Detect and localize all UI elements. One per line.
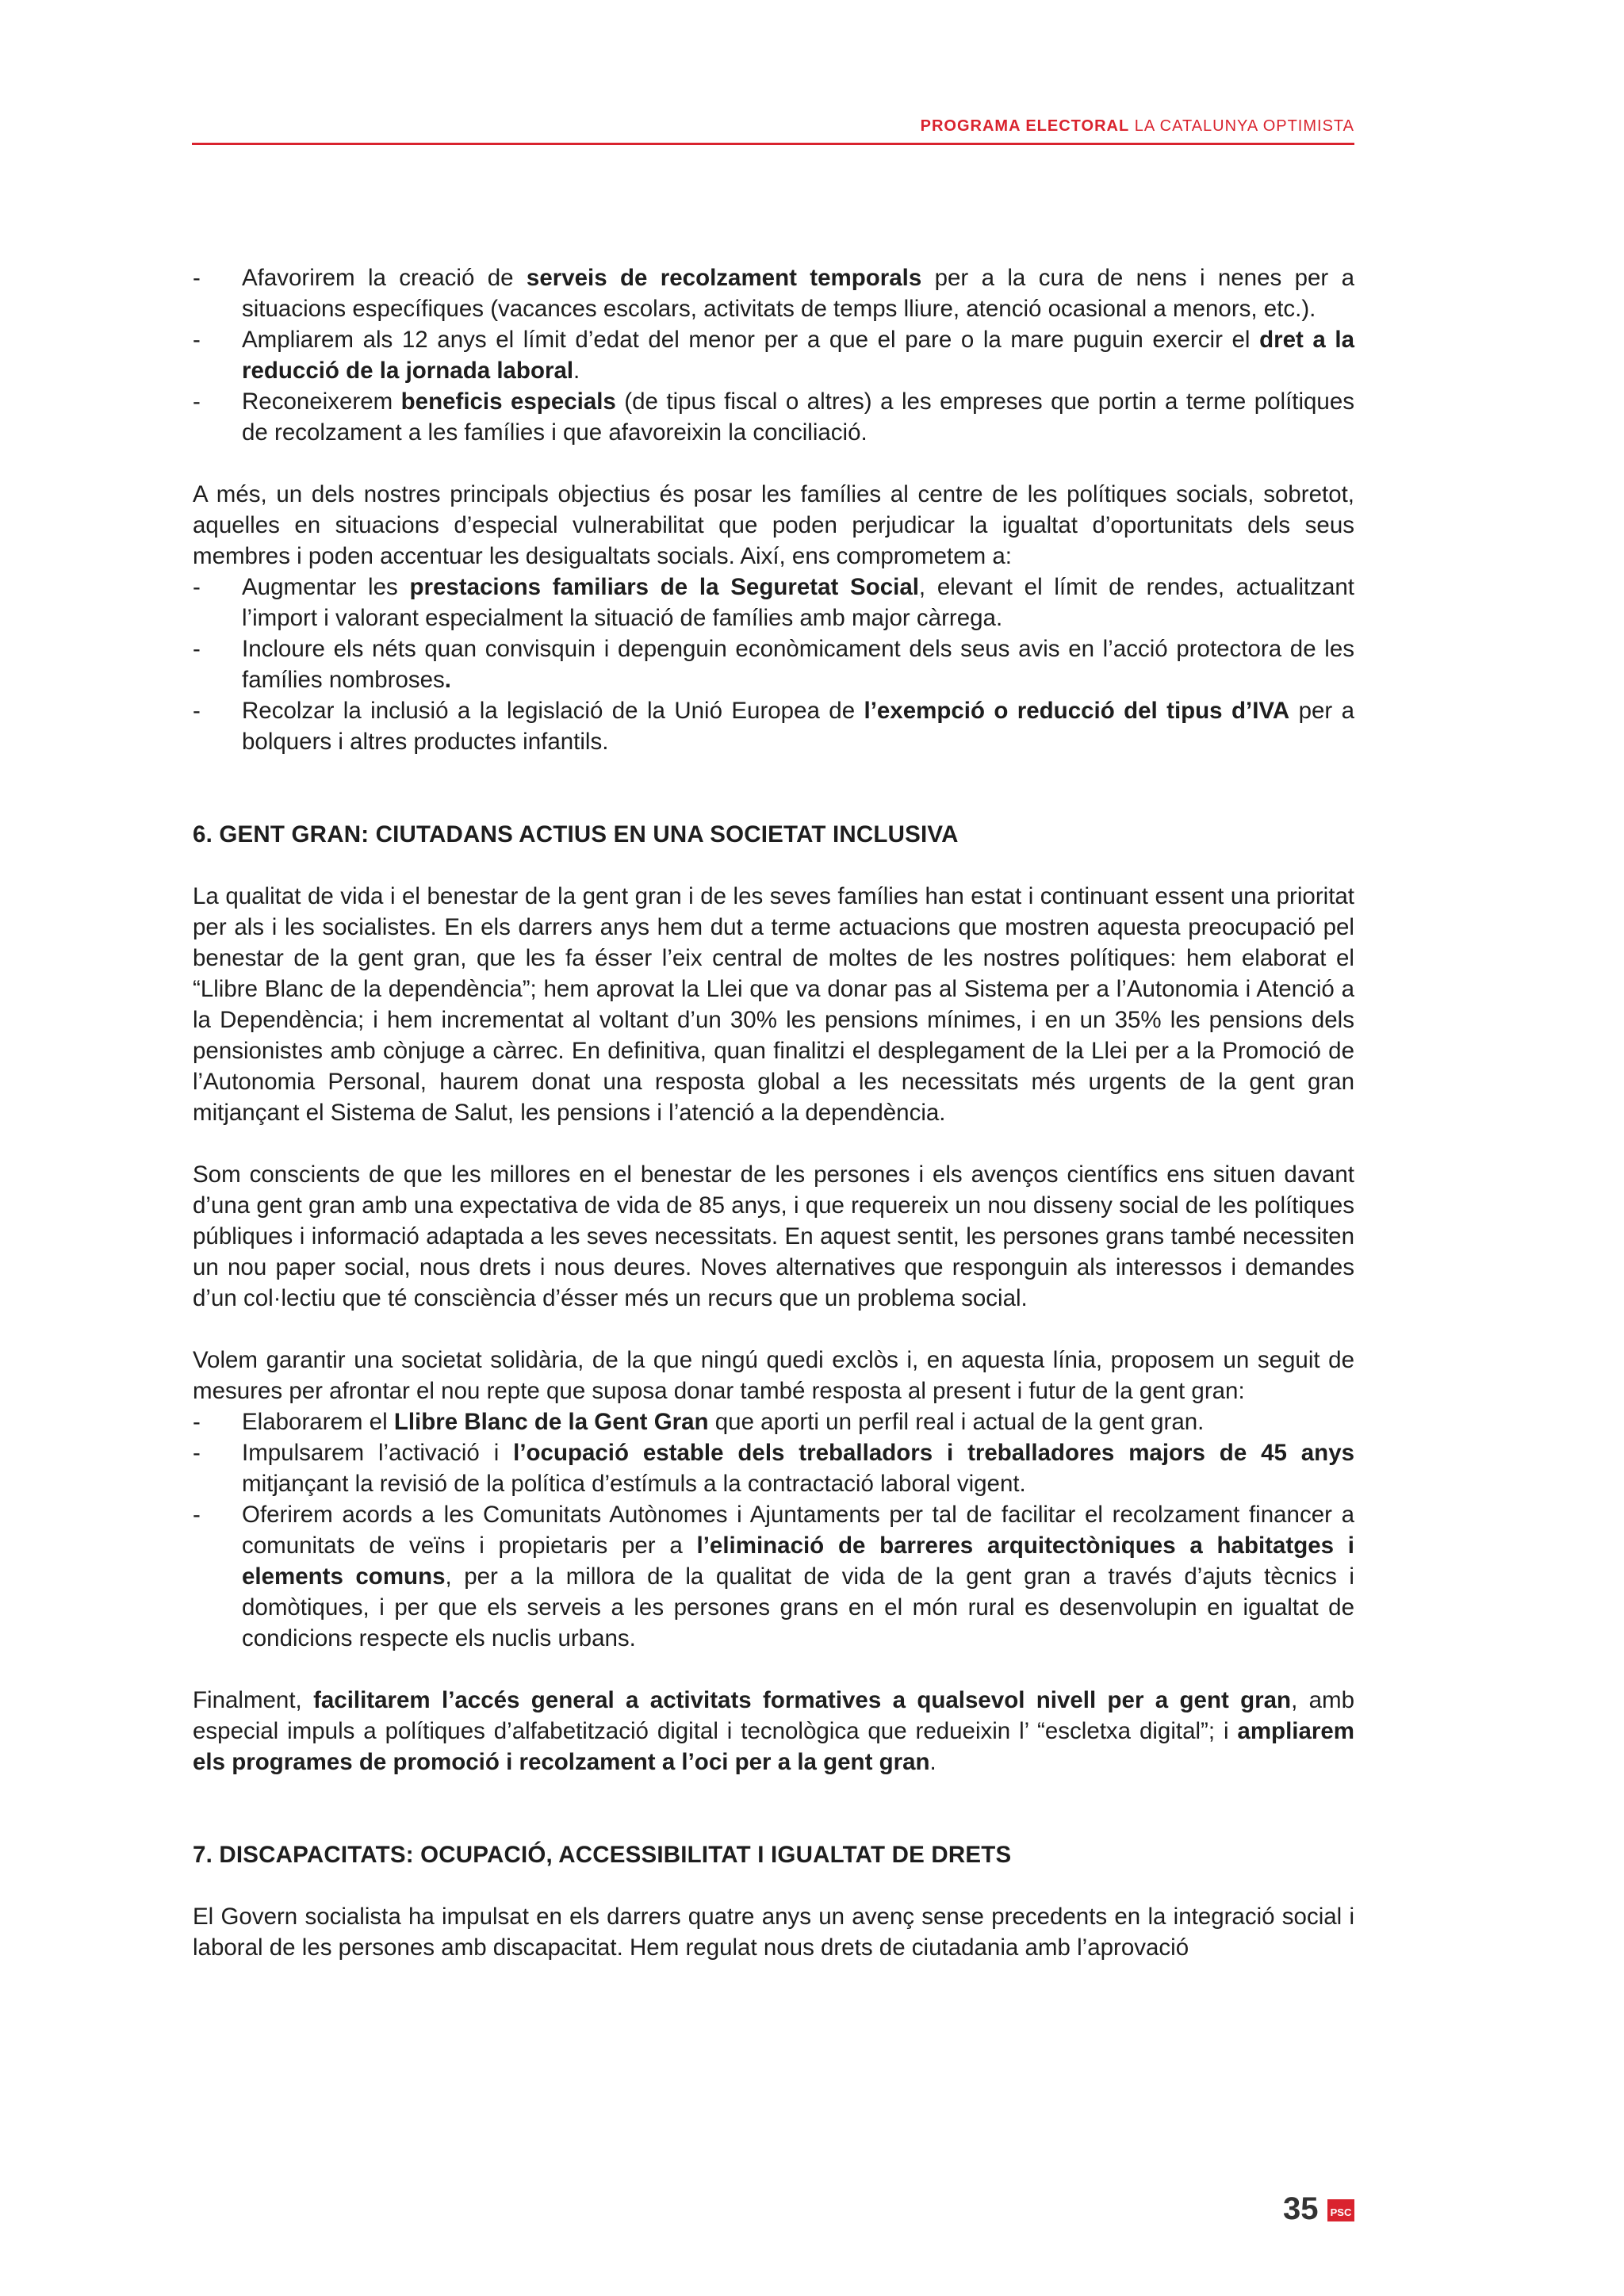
list-item: - Recolzar la inclusió a la legislació de la Unió Europea de l’exempció o reducció del tipus d’IVA per a bolquers i altres productes infantils. xyxy=(193,695,1354,757)
psc-logo: PSC xyxy=(1327,2199,1354,2221)
list-item: - Afavorirem la creació de serveis de recolzament temporals per a la cura de nens i nenes per a situacions específiques (vacances escolars, activitats de temps lliure, atenció ocasional a menors, etc.). xyxy=(193,262,1354,324)
commitments-list xyxy=(193,572,1354,757)
header-rest: LA CATALUNYA OPTIMISTA xyxy=(1134,117,1354,135)
list-item: - Impulsarem l’activació i l’ocupació estable dels treballadors i treballadores majors de 45 anys mitjançant la revisió de la política d’estímuls a la contractació laboral vigent. xyxy=(193,1437,1354,1499)
list-item: - Elaborarem el Llibre Blanc de la Gent Gran que aporti un perfil real i actual de la gent gran. xyxy=(193,1406,1354,1437)
header-rule xyxy=(192,143,1354,145)
paragraph: Finalment, facilitarem l’accés general a activitats formatives a qualsevol nivell per a gent gran, amb especial impuls a polítiques d’alfabetització digital i tecnològica que redueixin l’ “escletxa digital”; i ampliarem els programes de promoció i recolzament a l’oci per a la gent gran. xyxy=(193,1687,1355,1775)
list-item: - Reconeixerem beneficis especials (de tipus fiscal o altres) a les empreses que portin a terme polítiques de recolzament a les famílies i que afavoreixin la conciliació. xyxy=(193,386,1354,448)
paragraph: El Govern socialista ha impulsat en els darrers quatre anys un avenç sense precedents en la integració social i laboral de les persones amb discapacitat. Hem regulat nous drets de ciutadania amb l’aprovació xyxy=(193,1904,1354,1961)
elderly-measures-list xyxy=(193,1406,1354,1654)
page-number: 35 xyxy=(1283,2191,1319,2226)
page-body xyxy=(193,262,1354,1963)
list-item: - Oferirem acords a les Comunitats Autònomes i Ajuntaments per tal de facilitar el recolzament financer a comunitats de veïns i propietaris per a l’eliminació de barreres arquitectòniques a habitatges i elements comuns, per a la millora de la qualitat de vida de la gent gran a través d’ajuts tècnics i domòtiques, i per que els serveis a les persones grans en el món rural es desenvolupin en igualtat de condicions respecte els nuclis urbans. xyxy=(193,1499,1354,1654)
section-7-heading: 7. DISCAPACITATS: OCUPACIÓ, ACCESSIBILITAT I IGUALTAT DE DRETS xyxy=(193,1842,1012,1868)
paragraph: Volem garantir una societat solidària, de la que ningú quedi exclòs i, en aquesta línia, proposem un seguit de mesures per afrontar el nou repte que suposa donar també resposta al present i futur de la gent gran: xyxy=(193,1347,1354,1404)
paragraph: La qualitat de vida i el benestar de la gent gran i de les seves famílies han estat i continuant essent una prioritat per als i les socialistes. En els darrers anys hem dut a terme actuacions que mostren aquesta preocupació pel benestar de la gent gran, que les fa ésser l’eix central de moltes de les nostres polítiques: hem elaborat el “Llibre Blanc de la dependència”; hem aprovat la Llei que va donar pas al Sistema per a l’Autonomia i Atenció a la Dependència; i hem incrementat al voltant d’un 30% les pensions mínimes, i en un 35% les pensions dels pensionistes amb cònjuge a càrrec. En definitiva, quan finalitzi el desplegament de la Llei per a la Promoció de l’Autonomia Personal, haurem donat una resposta global a les necessitats més urgents de la gent gran mitjançant el Sistema de Salut, les pensions i l’atenció a la dependència. xyxy=(193,883,1354,1126)
list-item: - Augmentar les prestacions familiars de la Seguretat Social, elevant el límit de rendes, actualitzant l’import i valorant especialment la situació de famílies amb major càrrega. xyxy=(193,572,1354,633)
paragraph: Som conscients de que les millores en el benestar de les persones i els avenços científics ens situen davant d’una gent gran amb una expectativa de vida de 85 anys, i que requereix un nou disseny social de les polítiques públiques i informació adaptada a les seves necessitats. En aquest sentit, les persones grans també necessiten un nou paper social, nous drets i nous deures. Noves alternatives que responguin als interessos i demandes d’un col·lectiu que té consciència d’ésser més un recurs que un problema social. xyxy=(193,1161,1354,1311)
paragraph: A més, un dels nostres principals objectius és posar les famílies al centre de les polítiques socials, sobretot, aquelles en situacions d’especial vulnerabilitat que poden perjudicar la igualtat d’oportunitats dels seus membres i poden accentuar les desigualtats socials. Així, ens comprometem a: xyxy=(193,481,1354,569)
list-item: - Incloure els néts quan convisquin i depenguin econòmicament dels seus avis en l’acció protectora de les famílies nombroses. xyxy=(193,633,1354,695)
family-support-list xyxy=(193,262,1354,448)
header-bold: PROGRAMA ELECTORAL xyxy=(920,117,1130,135)
section-6-heading: 6. GENT GRAN: CIUTADANS ACTIUS EN UNA SOCIETAT INCLUSIVA xyxy=(193,821,959,848)
running-header xyxy=(192,117,1354,136)
list-item: - Ampliarem als 12 anys el límit d’edat del menor per a que el pare o la mare puguin exercir el dret a la reducció de la jornada laboral. xyxy=(193,324,1354,386)
